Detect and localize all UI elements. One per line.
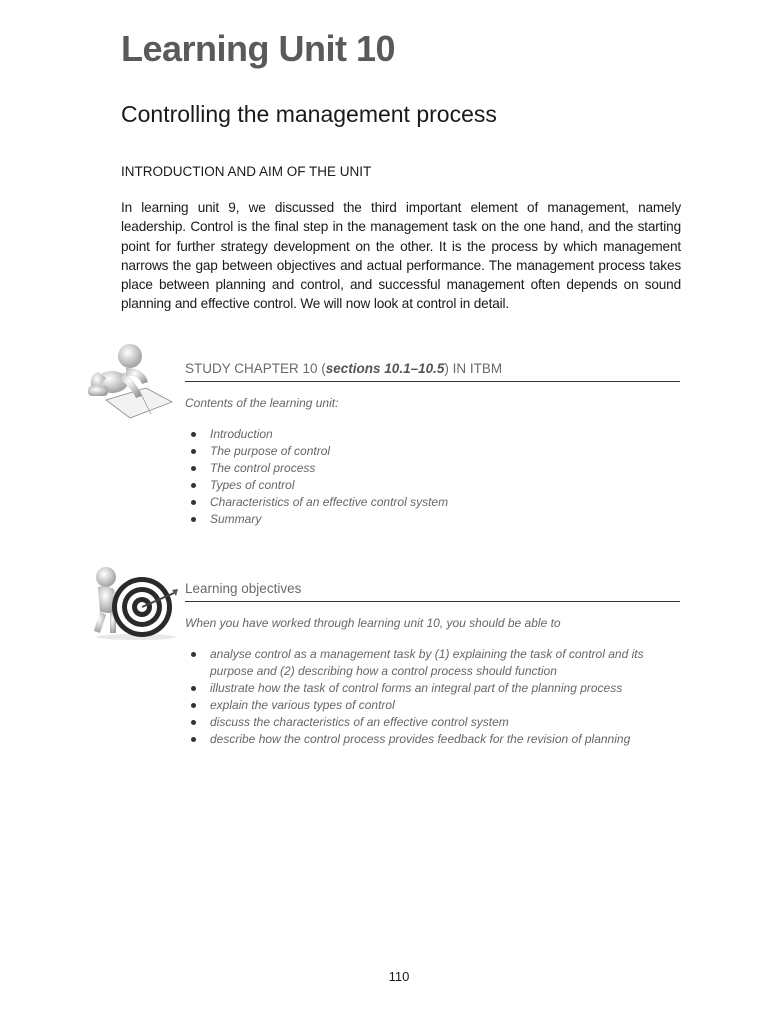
study-sections: sections 10.1–10.5: [325, 361, 445, 376]
reading-figure-icon: [84, 338, 180, 420]
list-item: illustrate how the task of control forms an integral part of the planning process: [185, 680, 680, 697]
intro-heading: INTRODUCTION AND AIM OF THE UNIT: [121, 164, 372, 179]
contents-lead: Contents of the learning unit:: [185, 396, 339, 410]
list-item: explain the various types of control: [185, 697, 680, 714]
contents-list: [185, 426, 680, 528]
list-item: describe how the control process provides feedback for the revision of planning: [185, 731, 680, 748]
page-title: Learning Unit 10: [121, 28, 396, 69]
list-item: Characteristics of an effective control system: [185, 494, 680, 511]
list-item: Introduction: [185, 426, 680, 443]
learning-objectives-block: [185, 581, 680, 748]
study-chapter-heading: STUDY CHAPTER 10 (sections 10.1–10.5) IN ITBM: [185, 361, 680, 382]
list-item: analyse control as a management task by (1) explaining the task of control and its purpose and (2) describing how a control process should function: [185, 646, 680, 680]
study-chapter-block: [185, 361, 680, 528]
list-item: The purpose of control: [185, 443, 680, 460]
list-item: The control process: [185, 460, 680, 477]
intro-paragraph: In learning unit 9, we discussed the third important element of management, namely leadership. Control is the final step in the management task on the one hand, and the starting point for further strategy development on the other. It is the process by which management narrows the gap between objectives and actual performance. The management process takes place between planning and control, and successful management often depends on sound planning and effective control. We will now look at control in detail.: [121, 200, 681, 312]
objectives-list: [185, 646, 680, 748]
learning-objectives-heading: Learning objectives: [185, 581, 680, 602]
objectives-lead: When you have worked through learning unit 10, you should be able to: [185, 616, 561, 630]
target-figure-icon: [86, 565, 182, 641]
list-item: Types of control: [185, 477, 680, 494]
page-subtitle: Controlling the management process: [121, 101, 497, 127]
page-number: 110: [388, 969, 410, 984]
list-item: discuss the characteristics of an effective control system: [185, 714, 680, 731]
list-item: Summary: [185, 511, 680, 528]
